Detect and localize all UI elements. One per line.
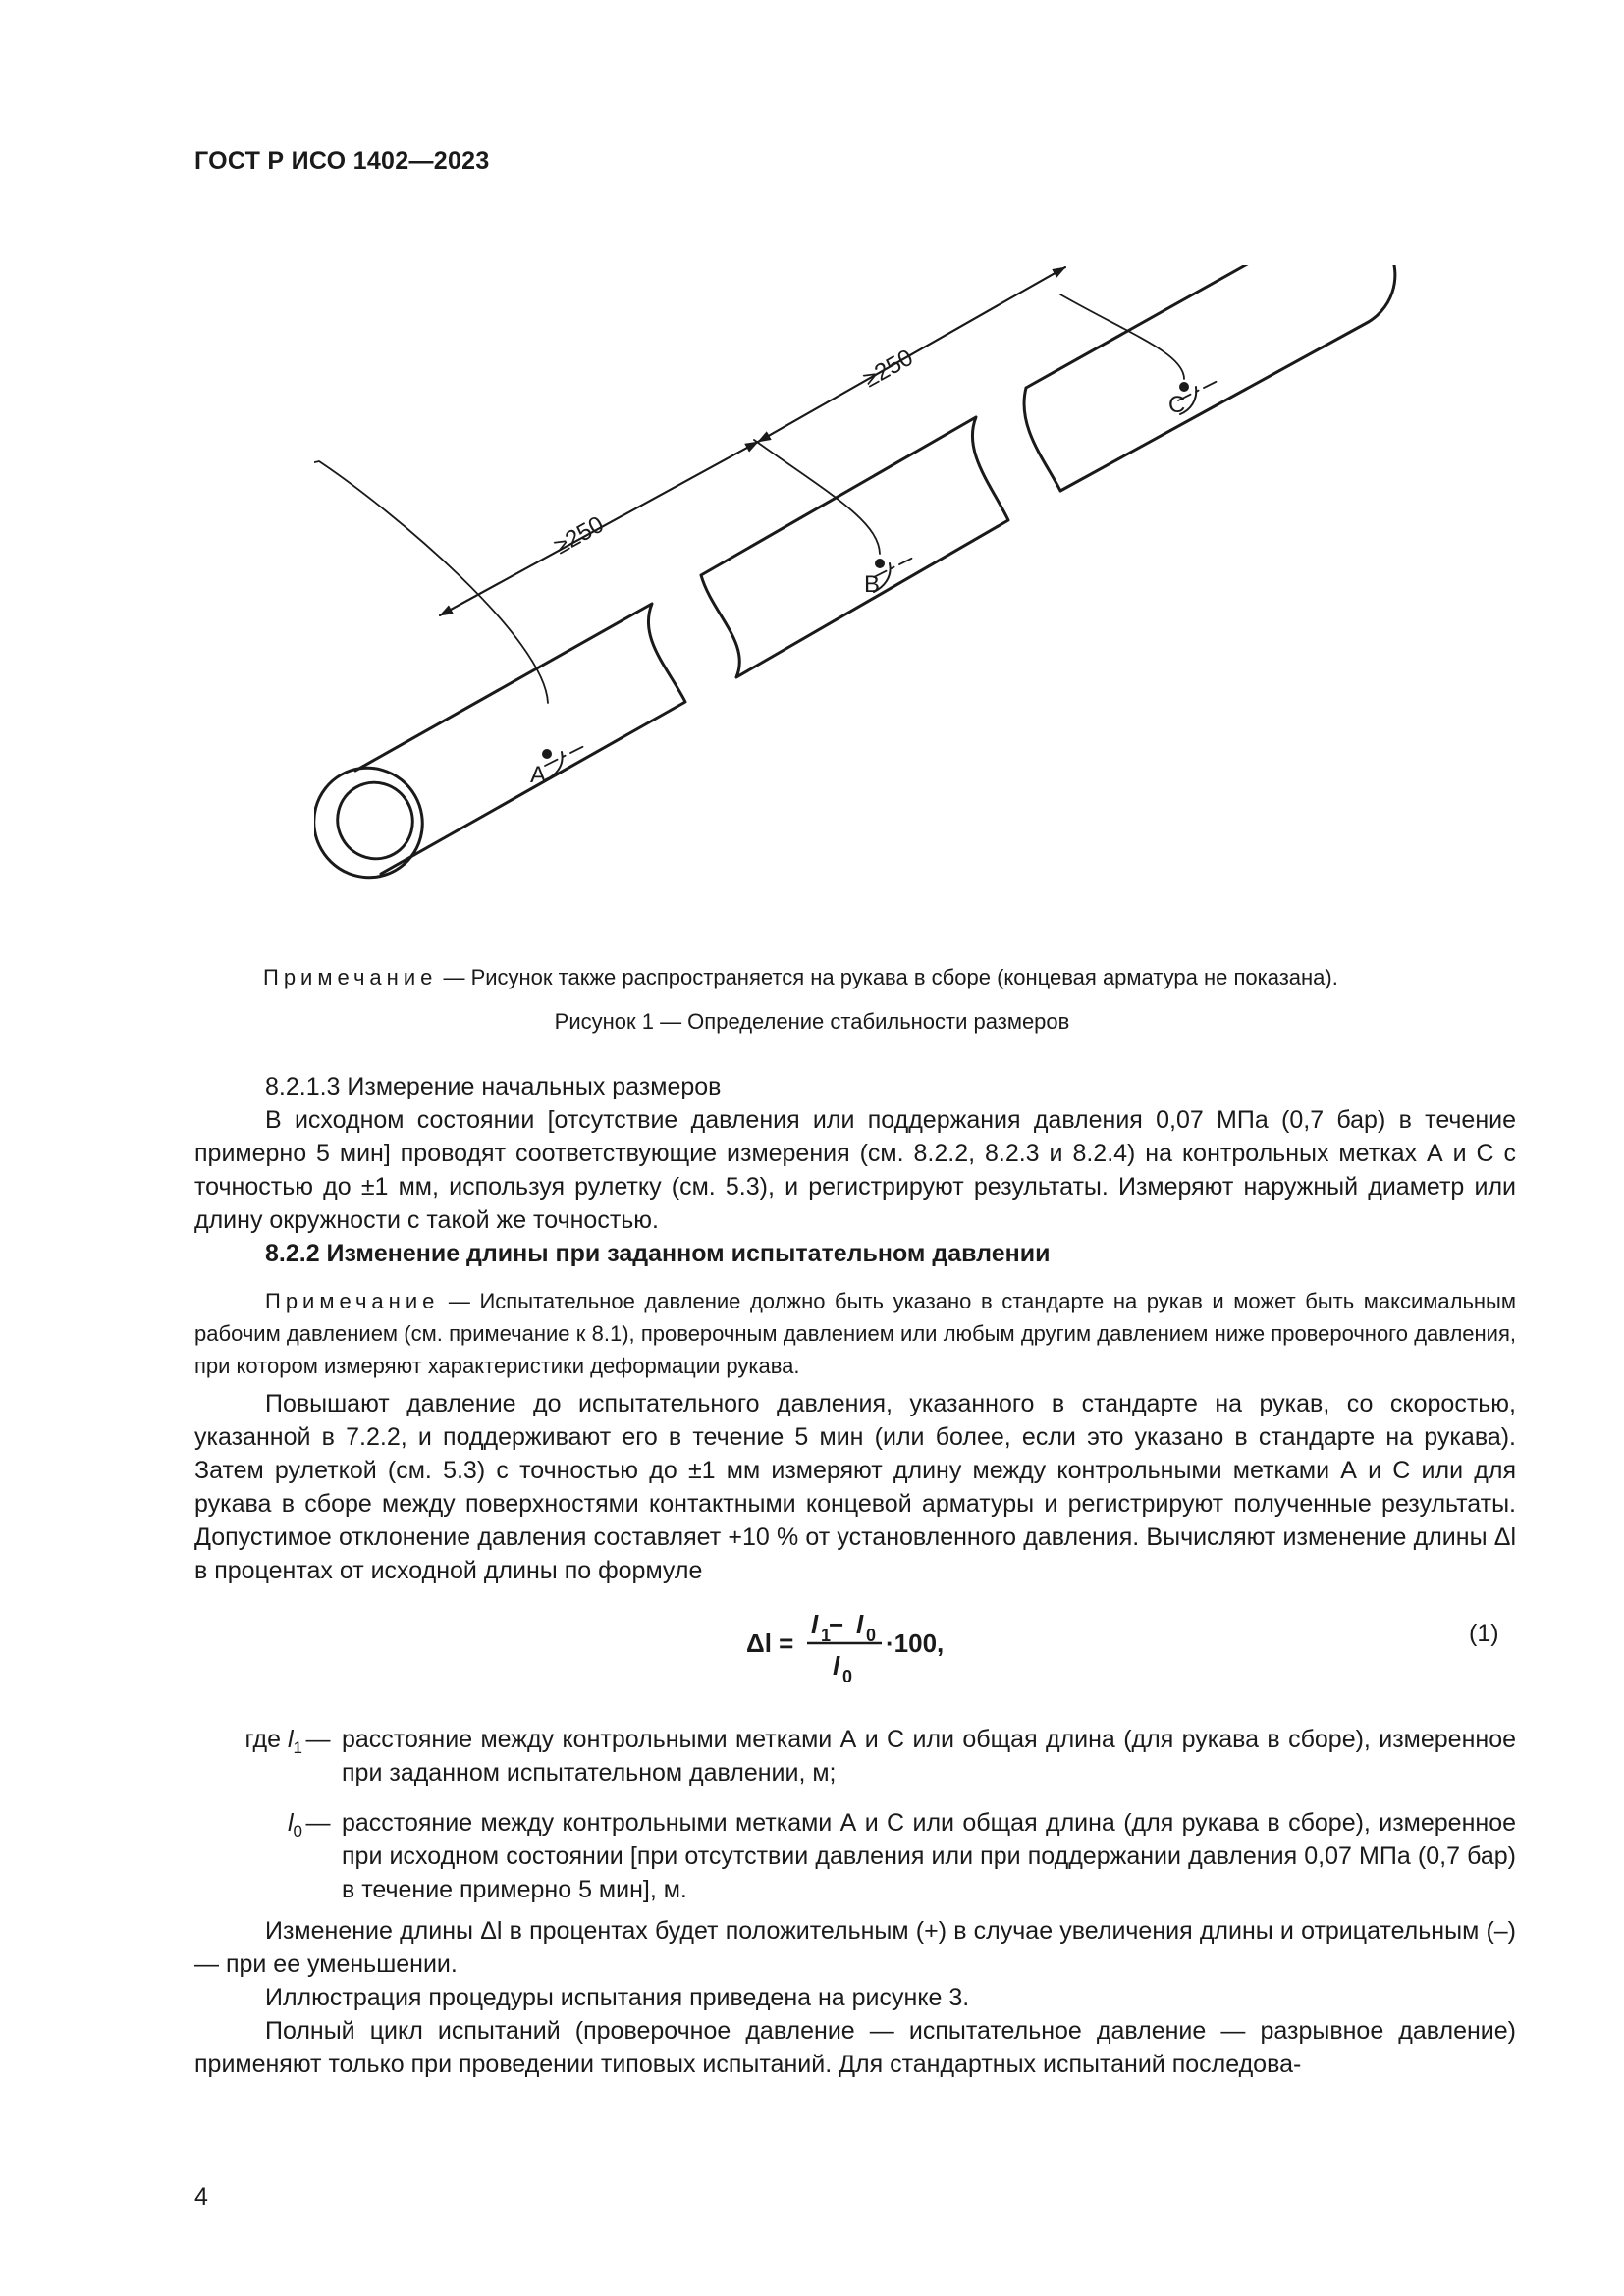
formula-1: [746, 1598, 1041, 1686]
after-para-2: Иллюстрация процедуры испытания приведена на рисунке 3.: [265, 1984, 970, 2011]
section-8-2-2-note-text: — Испытательное давление должно быть указано в стандарте на рукав и может быть максимальным рабочим давлением (см. примечание к 8.1), проверочным давлением или любым другим давлением ниже проверочного давления, при котором измеряют характеристики деформации рукава.: [194, 1289, 1516, 1378]
after-para-3: Полный цикл испытаний (проверочное давление — испытательное давление — разрывное давление) применяют только при проведении типовых испытаний. Для стандартных испытаний последова-: [194, 2017, 1516, 2078]
figure-note-text: — Рисунок также распространяется на рукава в сборе (концевая арматура не показана).: [437, 965, 1338, 989]
formula-num-a-sub: 1: [821, 1626, 832, 1645]
formula-lhs: Δl =: [746, 1629, 794, 1658]
hose-end-outer: [314, 748, 443, 897]
formula-num-b: l: [856, 1610, 864, 1639]
document-header: ГОСТ Р ИСО 1402—2023: [194, 147, 490, 175]
section-8-2-2-note: [194, 1285, 1516, 1382]
hose-segment-3: [1024, 265, 1395, 491]
hose-segment-2: [701, 417, 1008, 677]
mark-label-a: A: [530, 762, 547, 788]
dim-label-1: ≥250: [549, 510, 609, 561]
after-para-1: Изменение длины Δl в процентах будет положительным (+) в случае увеличения длины и отрицательным (–) — при ее уменьшении.: [194, 1917, 1516, 1978]
equation-number: (1): [1469, 1620, 1499, 1647]
section-8-2-1-3-body: В исходном состоянии [отсутствие давления или поддержания давления 0,07 МПа (0,7 бар) в течение примерно 5 мин] проводят соответствующие измерения (см. 8.2.2, 8.2.3 и 8.2.4) на контрольных метках А и С с точностью до ±1 мм, используя рулетку (см. 5.3), и регистрируют результаты. Измеряют наружный диаметр или длину окружности с такой же точностью.: [194, 1106, 1516, 1234]
mark-label-c: C: [1168, 392, 1186, 418]
formula-minus: −: [829, 1610, 844, 1639]
formula-rhs: ·100,: [886, 1629, 945, 1658]
where-item-l0: $l_0$ — расстояние между контрольными метками А и С или общая длина (для рукава в сборе), измеренное при исходном состоянии [при отсутствии давления или при поддержании давления 0,07 МПа (0,7 бар) в течение примерно 5 мин], м.: [287, 1809, 1516, 1903]
figure-caption: Рисунок 1 — Определение стабильности размеров: [554, 1009, 1070, 1034]
figure-note-label: Примечание: [263, 965, 438, 989]
figure-hose-diagram: [314, 265, 1414, 933]
formula-num-a: l: [811, 1610, 819, 1639]
formula-den-sub: 0: [842, 1667, 853, 1686]
section-8-2-2-note-label: Примечание: [265, 1289, 440, 1313]
page-number: 4: [194, 2183, 208, 2211]
formula-num-b-sub: 0: [866, 1626, 877, 1645]
section-8-2-1-3-heading: 8.2.1.3 Измерение начальных размеров: [265, 1073, 722, 1100]
mark-label-b: B: [864, 571, 881, 598]
where-item-l1: где $l_1$ — расстояние между контрольными метками А и С или общая длина (для рукава в сборе), измеренное при заданном испытательном давлении, м;: [244, 1726, 1516, 1787]
formula-den: l: [833, 1651, 840, 1681]
dim-label-2: ≥250: [858, 344, 918, 394]
section-8-2-2-para: Повышают давление до испытательного давления, указанного в стандарте на рукав, со скоростью, указанной в 7.2.2, и поддерживают его в течение 5 мин (или более, если это указано в стандарте на рукава). Затем рулеткой (см. 5.3) с точностью до ±1 мм измеряют длину между контрольными метками А и С или для рукава в сборе между поверхностями контактными концевой арматуры и регистрируют полученные результаты. Допустимое отклонение давления составляет +10 % от установленного давления. Вычисляют изменение длины Δl в процентах от исходной длины по формуле: [194, 1390, 1516, 1584]
section-8-2-2-heading: 8.2.2 Изменение длины при заданном испытательном давлении: [265, 1240, 1051, 1267]
figure-note: [263, 961, 1530, 993]
